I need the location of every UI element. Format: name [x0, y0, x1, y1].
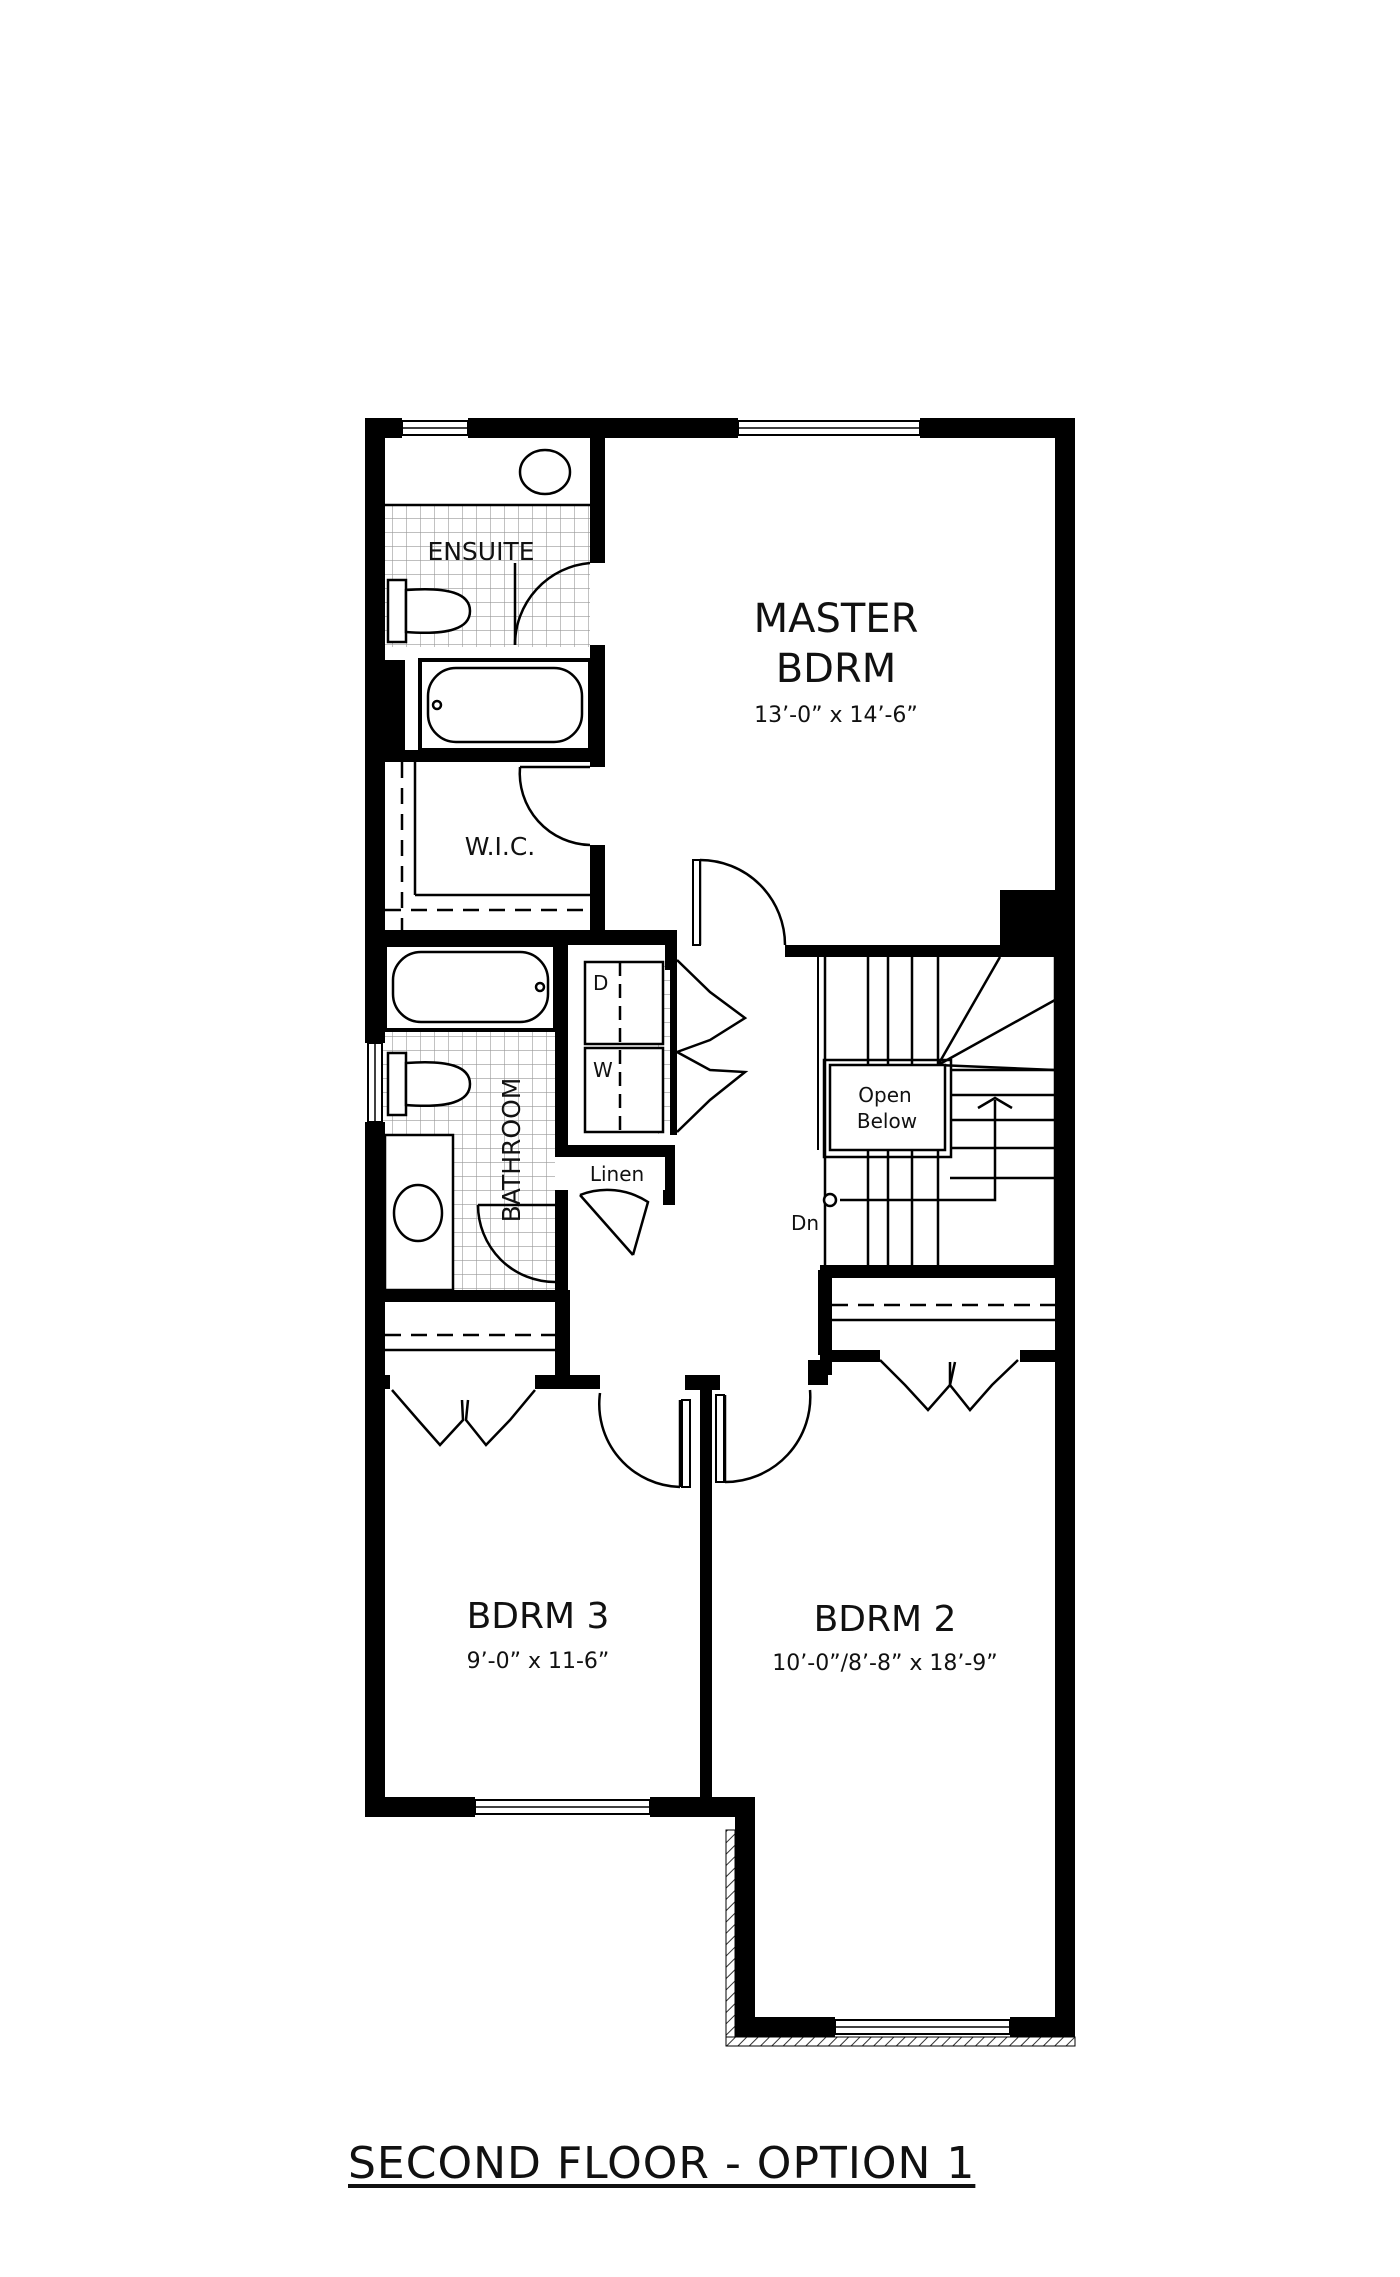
master-size: 13’-0” x 14’-6”	[754, 703, 918, 728]
open-below-line2: Below	[856, 1109, 918, 1133]
linen-label: Linen	[589, 1162, 645, 1186]
laundry-bifold-doors[interactable]	[677, 960, 745, 1132]
bdrm3-size: 9’-0” x 11-6”	[466, 1649, 610, 1674]
bdrm2-label: BDRM 2	[813, 1599, 957, 1640]
bdrm3-closet	[385, 1335, 558, 1350]
bdrm2-closet	[832, 1305, 1055, 1320]
linen-door[interactable]	[580, 1190, 648, 1255]
open-below-line1: Open	[858, 1083, 912, 1107]
bathroom-label: BATHROOM	[497, 1077, 526, 1223]
floor-plan-title: SECOND FLOOR - OPTION 1	[348, 2138, 976, 2189]
master-door-jamb	[693, 860, 700, 945]
wic-label: W.I.C.	[464, 832, 536, 861]
bdrm3-door[interactable]	[599, 1393, 690, 1487]
stair-walls	[818, 1270, 832, 1355]
master-door[interactable]	[700, 860, 785, 945]
stairs-down-label: Dn	[790, 1211, 820, 1235]
washer-label: W	[593, 1058, 613, 1082]
bdrm2-size: 10’-0”/8’-8” x 18’-9”	[772, 1651, 998, 1676]
master-label-line1: MASTER	[753, 596, 919, 642]
bdrm2-door[interactable]	[716, 1390, 810, 1482]
master-label-line2: BDRM	[775, 646, 897, 692]
bumpout-hatch-left	[726, 1830, 735, 2040]
bdrm3-closet-doors[interactable]	[392, 1390, 535, 1445]
bdrm3-label: BDRM 3	[466, 1596, 610, 1637]
bumpout-hatch-bottom	[726, 2037, 1075, 2046]
dryer-label: D	[593, 971, 609, 995]
bdrm2-closet-doors[interactable]	[880, 1360, 1018, 1410]
ensuite-label: ENSUITE	[427, 537, 535, 566]
